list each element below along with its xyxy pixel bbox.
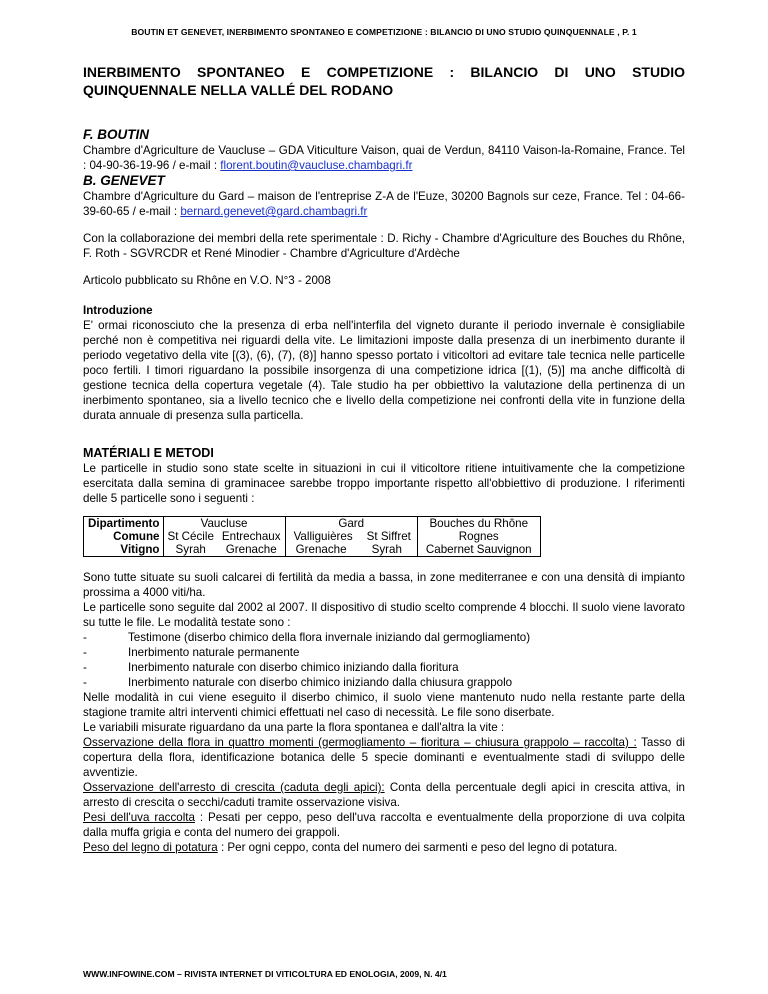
section-heading-introduction: Introduzione: [83, 304, 153, 317]
author-name: B. GENEVET: [83, 173, 165, 188]
table-cell: Syrah: [357, 543, 418, 557]
running-footer: WWW.INFOWINE.COM – RIVISTA INTERNET DI VITICOLTURA ED ENOLOGIA, 2009, N. 4/1: [83, 969, 447, 979]
row-label: Vitigno: [84, 543, 164, 557]
table-cell: St Siffret: [366, 530, 411, 543]
author-affiliation: Chambre d'Agriculture du Gard – maison de l'entreprise Z-A de l'Euze, 30200 Bagnols sur ceze, France. Tel : 04-66-39-60-65 / e-mail : bernard.genevet@gard.chambagri.fr: [83, 190, 685, 218]
followed-paragraph: Le particelle sono seguite dal 2002 al 2007. Il dispositivo di studio scelto comprende 4 blocchi. Il suolo viene lavorato su tutte le file. Le modalità testate sono :: [83, 601, 685, 629]
table-cell: St Cécile: [163, 530, 218, 543]
table-cell: Rognes: [417, 530, 540, 543]
email-link[interactable]: bernard.genevet@gard.chambagri.fr: [180, 205, 368, 218]
table-cell: Vaucluse: [163, 517, 285, 531]
author-affiliation: Chambre d'Agriculture de Vaucluse – GDA Viticulture Vaison, quai de Verdun, 84110 Vaison-la-Romaine, France. Tel : 04-90-36-19-96 / e-mail : florent.boutin@vaucluse.chambagri.fr: [83, 144, 685, 172]
row-label: Dipartimento: [84, 517, 164, 531]
weeding-paragraph: Nelle modalità in cui viene eseguito il diserbo chimico, il suolo viene mantenuto nudo nella restante parte della stagione tramite altri interventi chimici effettuati nel caso di necessità. Le file sono diserbate.: [83, 691, 685, 719]
running-header: BOUTIN ET GENEVET, INERBIMENTO SPONTANEO E COMPETIZIONE : BILANCIO DI UNO STUDIO QUINQUENNALE , P. 1: [131, 27, 637, 37]
title-line-1: INERBIMENTO SPONTANEO E COMPETIZIONE : BILANCIO DI UNO STUDIO: [83, 64, 685, 80]
publication-note: Articolo pubblicato su Rhône en V.O. N°3 - 2008: [83, 274, 331, 287]
variables-paragraph: Le variabili misurate riguardano da una parte la flora spontanea e dall'altra la vite :: [83, 721, 505, 734]
measure-paragraph: Pesi dell'uva raccolta : Pesati per ceppo, peso dell'uva raccolta e eventualmente della proporzione di uva colpita dalla muffa grigia e conta del numero dei grappoli.: [83, 811, 685, 839]
article-title: [83, 64, 685, 99]
table-cell: Cabernet Sauvignon: [417, 543, 540, 557]
measure-paragraph: Peso del legno di potatura : Per ogni ceppo, conta del numero dei sarmenti e peso del legno di potatura.: [83, 841, 618, 854]
title-line-2: QUINQUENNALE NELLA VALLÉ DEL RODANO: [83, 81, 394, 98]
section-heading-methods: MATÉRIALI E METODI: [83, 446, 214, 460]
plots-table: [83, 516, 541, 557]
collaboration-note: Con la collaborazione dei membri della rete sperimentale : D. Richy - Chambre d'Agriculture des Bouches du Rhône, F. Roth - SGVRCDR et René Minodier - Chambre d'Agriculture d'Ardèche: [83, 232, 685, 260]
list-item: - Inerbimento naturale permanente: [83, 646, 300, 659]
list-item: - Inerbimento naturale con diserbo chimico iniziando dalla chiusura grappolo: [83, 676, 513, 689]
table-cell: Grenache: [285, 543, 357, 557]
list-item: - Testimone (diserbo chimico della flora invernale iniziando dal germogliamento): [83, 631, 531, 644]
author-name: F. BOUTIN: [83, 127, 149, 142]
main-content: [83, 64, 685, 855]
measure-paragraph: Osservazione dell'arresto di crescita (caduta degli apici): Conta della percentuale degli apici in crescita attiva, in arresto di crescita o secchi/caduti tramite osservazione visiva.: [83, 781, 685, 809]
table-cell: Entrechaux: [221, 530, 281, 543]
list-item: - Inerbimento naturale con diserbo chimico iniziando dalla fioritura: [83, 661, 459, 674]
soils-paragraph: Sono tutte situate su suoli calcarei di fertilità da media a bassa, in zone mediterranee e con una densità di impianto prossima a 4000 viti/ha.: [83, 571, 685, 599]
introduction-paragraph: E' ormai riconosciuto che la presenza di erba nell'interfila del vigneto durante il periodo invernale è consigliabile perché non è competitiva nei riguardi della vite. Le limitazioni imposte dalla presenza di un inerbimento durante il periodo vegetativo della vite [(3), (6), (7), (8)] hanno spesso portato i viticoltori ad evitare tale tecnica nelle particelle poco fertili. I timori riguardano la possibile insorgenza di una competizione idrica [(1), (5)] ma anche difficoltà di gestione tecnica della copertura vegetale (4). Tale studio ha per obbiettivo la valutazione della pertinenza di un inerbimento spontaneo, sia a livello tecnico che e livello della competizione nei confronti della vite in funzione della durata annuale di presenza sulla particella.: [83, 319, 685, 422]
table-cell: Grenache: [218, 543, 285, 557]
table-cell: Gard: [285, 517, 417, 531]
measure-paragraph: Osservazione della flora in quattro momenti (germogliamento – fioritura – chiusura grappolo – raccolta) : Tasso di copertura della flora, identificazione botanica delle 5 specie dominanti e eventualmente stadi di sviluppo delle avventizie.: [83, 736, 686, 779]
table-cell: Syrah: [163, 543, 218, 557]
email-link[interactable]: florent.boutin@vaucluse.chambagri.fr: [220, 159, 413, 172]
table-cell: Bouches du Rhône: [417, 517, 540, 531]
row-label: Comune: [84, 530, 164, 543]
methods-paragraph: Le particelle in studio sono state scelte in situazioni in cui il viticoltore ritiene intuitivamente che la competizione esercitata dalla semina di graminacee sarebbe troppo importante rispetto all'obbiettivo di produzione. I riferimenti delle 5 particelle sono i seguenti :: [83, 462, 685, 505]
table-cell: Valliguières: [285, 530, 357, 543]
